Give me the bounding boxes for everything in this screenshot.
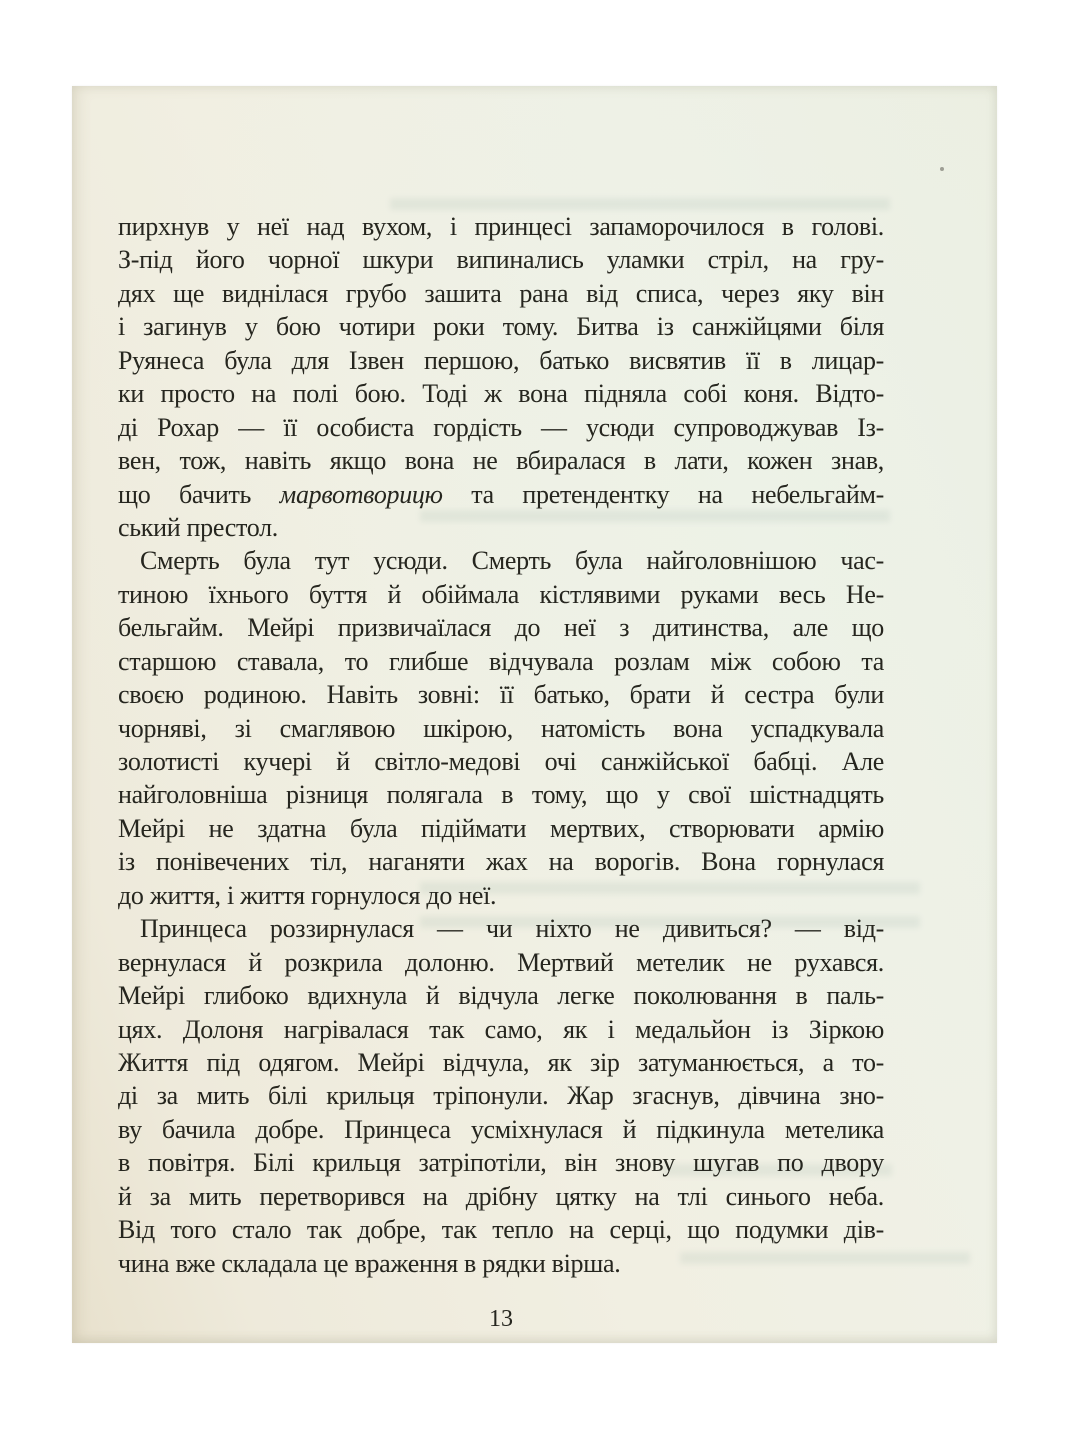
- text-segment: дях ще виднілася грубо зашита рана від списа, через яку він: [118, 278, 884, 308]
- text-segment: й за мить перетворився на дрібну цятку на тлі синього неба.: [118, 1181, 884, 1211]
- text-segment: вен, тож, навіть якщо вона не вбиралася в лати, кожен знав,: [118, 446, 884, 476]
- text-line: [118, 845, 884, 878]
- text-segment: ки просто на полі бою. Тоді ж вона підняла собі коня. Відто-: [118, 379, 884, 409]
- text-line: [118, 478, 884, 511]
- text-segment: старшою ставала, то глибше відчувала розлам між собою та: [118, 646, 884, 676]
- body-text: [118, 210, 884, 1280]
- text-line: [118, 1013, 884, 1046]
- text-line: [118, 812, 884, 845]
- text-segment: Смерть була тут усюди. Смерть була найголовнішою час-: [140, 546, 884, 576]
- text-line: [118, 277, 884, 310]
- text-line: [118, 310, 884, 343]
- text-line: [118, 444, 884, 477]
- text-segment: золотисті кучері й світло-медові очі санжійської бабці. Але: [118, 747, 884, 776]
- text-line: [118, 979, 884, 1012]
- text-segment: ський престол.: [118, 512, 278, 542]
- text-segment: Життя під одягом. Мейрі відчула, як зір затуманюється, а то-: [118, 1047, 884, 1077]
- text-segment: З-під його чорної шкури випинались уламки стріл, на гру-: [118, 245, 884, 275]
- text-segment: Принцеса роззирнулася — чи ніхто не дивиться? — від-: [140, 914, 884, 944]
- text-segment: чорняві, зі смаглявою шкірою, натомість вона успадкувала: [118, 713, 884, 743]
- text-segment: та претендентку на небельгайм-: [442, 479, 884, 509]
- text-line: [118, 1113, 884, 1146]
- text-line: [118, 377, 884, 410]
- text-line: [118, 544, 884, 577]
- text-segment: ву бачила добре. Принцеса усміхнулася й підкинула метелика: [118, 1114, 884, 1144]
- text-line: [118, 1213, 884, 1246]
- text-segment: ді Рохар — її особиста гордість — усюди супроводжував Із-: [118, 412, 884, 442]
- text-segment: Руянеса була для Ізвен першою, батько висвятив її в лицар-: [118, 345, 884, 375]
- text-segment: Мейрі глибоко вдихнула й відчула легке поколювання в паль-: [118, 981, 884, 1011]
- text-segment: своєю родиною. Навіть зовні: її батько, брати й сестра були: [118, 680, 884, 710]
- text-line: [118, 879, 884, 912]
- book-page: [72, 86, 997, 1343]
- text-segment: чина вже складала це враження в рядки вірша.: [118, 1248, 621, 1278]
- text-segment: тиною їхнього буття й обіймала кістлявими руками весь Не-: [118, 579, 884, 609]
- italic-text-segment: марвотворицю: [279, 479, 443, 509]
- text-segment: Мейрі не здатна була підіймати мертвих, створювати армію: [118, 813, 884, 843]
- text-segment: що бачить: [118, 479, 280, 509]
- text-segment: пирхнув у неї над вухом, і принцесі запаморочилося в голові.: [118, 212, 884, 241]
- text-segment: в повітря. Білі крильця затріпотіли, він знову шугав по двору: [118, 1148, 884, 1178]
- text-line: [118, 210, 884, 243]
- text-segment: і загинув у бою чотири роки тому. Битва із санжійцями біля: [118, 312, 884, 342]
- text-segment: найголовніша різниця полягала в тому, що у свої шістнадцять: [118, 780, 884, 810]
- text-line: [118, 912, 884, 945]
- text-segment: Від того стало так добре, так тепло на серці, що подумки дів-: [118, 1215, 884, 1245]
- text-line: [118, 511, 884, 544]
- text-segment: ді за мить білі крильця тріпонули. Жар згаснув, дівчина зно-: [118, 1081, 884, 1111]
- text-segment: цях. Долоня нагрівалася так само, як і медальйон із Зіркою: [118, 1014, 884, 1044]
- page-number: 13: [489, 1306, 513, 1332]
- text-segment: бельгайм. Мейрі призвичаїлася до неї з дитинства, але що: [118, 613, 884, 643]
- text-segment: вернулася й розкрила долоню. Мертвий метелик не рухався.: [118, 947, 884, 977]
- text-line: [118, 946, 884, 979]
- text-line: [118, 411, 884, 444]
- text-line: [118, 1146, 884, 1179]
- text-line: [118, 1180, 884, 1213]
- text-line: [118, 578, 884, 611]
- text-line: [118, 1046, 884, 1079]
- text-line: [118, 243, 884, 276]
- text-line: [118, 778, 884, 811]
- text-line: [118, 645, 884, 678]
- text-segment: із понівечених тіл, наганяти жах на ворогів. Вона горнулася: [118, 847, 884, 877]
- text-line: [118, 678, 884, 711]
- text-line: [118, 712, 884, 745]
- text-segment: до життя, і життя горнулося до неї.: [118, 880, 497, 910]
- text-line: [118, 1247, 884, 1280]
- dust-speck: [940, 167, 944, 171]
- text-line: [118, 745, 884, 778]
- text-line: [118, 344, 884, 377]
- text-line: [118, 1079, 884, 1112]
- text-line: [118, 611, 884, 644]
